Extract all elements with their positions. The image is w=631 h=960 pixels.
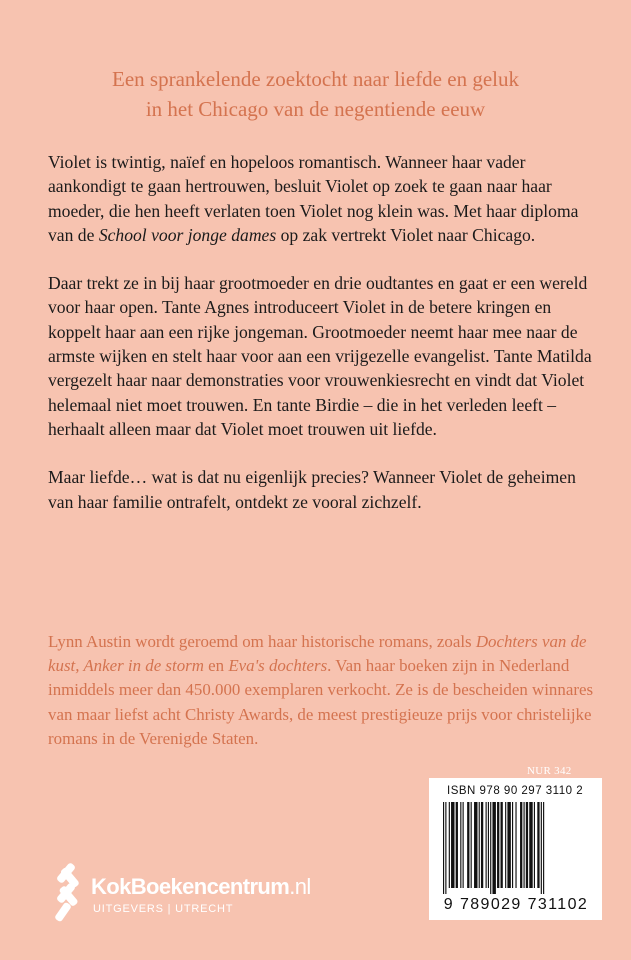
- school-title: School voor jonge dames: [98, 224, 277, 245]
- barcode-bar: [463, 802, 464, 888]
- barcode-bar: [534, 802, 535, 888]
- bio-book-titles-1: Dochters van de kust, Anker in de storm: [48, 632, 587, 676]
- barcode-bar: [543, 802, 544, 894]
- publisher-name-bold: KokBoekencentrum: [91, 874, 290, 899]
- synopsis-paragraph-2: Daar trekt ze in bij haar grootmoeder en drie oudtantes en gaat er een wereld voor haar open. Tante Agnes introduceert Violet in de betere kringen en koppelt haar aan een rijke jongeman. Grootmoeder neemt haar mee naar de armste wijken en stelt haar voor aan een vrijgezelle evangelist. Tante Matilda vergezelt haar naar demonstraties voor vrouwenkiesrecht en vindt dat Violet helemaal niet moet trouwen. En tante Birdie – die in het verleden leeft – herhaalt alleen maar dat Violet moet trouwen uit liefde.: [48, 273, 592, 439]
- author-bio: [48, 630, 598, 751]
- publisher-name: [91, 874, 311, 900]
- barcode-bar: [529, 802, 532, 888]
- barcode-bar: [449, 802, 450, 888]
- barcode-bar: [541, 802, 542, 894]
- barcode-bar: [507, 802, 510, 888]
- tagline-line-2: in het Chicago van de negentiende eeuw: [145, 97, 486, 121]
- barcode-bar: [520, 802, 522, 888]
- barcode-bar: [445, 802, 446, 894]
- barcode-bar: [474, 802, 477, 888]
- synopsis-paragraph-1: [48, 150, 596, 247]
- barcode-bar: [451, 802, 454, 888]
- barcode-bar: [471, 802, 472, 888]
- synopsis-p1-end: op zak vertrekt Violet naar Chicago.: [276, 224, 536, 245]
- barcode-bar: [490, 802, 491, 894]
- barcode-bar: [488, 802, 489, 888]
- bio-text-2: en: [203, 656, 229, 676]
- barcode-bar: [497, 802, 499, 888]
- nur-code: NUR 342: [527, 765, 572, 777]
- barcode-bar: [467, 802, 469, 888]
- synopsis-paragraph-3: Maar liefde… wat is dat nu eigenlijk precies? Wanneer Violet de geheimen van haar familie ontrafelt, ontdekt ze vooral zichzelf.: [48, 467, 576, 512]
- barcode-bar: [456, 802, 458, 888]
- synopsis-p1-start: Violet is twintig, naïef en hopeloos romantisch. Wanneer haar vader aankondigt te gaan hertrouwen, besluit Violet op zoek te gaan naar haar moeder, die hen heeft verlaten toen Violet nog klein was. Met haar diploma van de: [48, 152, 579, 245]
- tagline-line-1: Een sprankelende zoektocht naar liefde en geluk: [112, 67, 519, 91]
- publisher-name-suffix: .nl: [289, 874, 311, 899]
- synopsis: [48, 150, 596, 514]
- barcode-bar: [505, 802, 506, 888]
- barcode-bar: [515, 802, 516, 888]
- barcode-bar: [481, 802, 483, 888]
- barcode-bar: [512, 802, 513, 888]
- bio-text-3: . Van haar boeken zijn in Nederland inmiddels meer dan 450.000 exemplaren verkocht. Ze is de bescheiden winnares van maar liefst acht Christy Awards, de meest prestigieuze prijs voor christelijke romans in de Verenigde Staten.: [48, 656, 594, 748]
- publisher-subtitle: UITGEVERS | UTRECHT: [93, 903, 234, 915]
- bio-text-1: Lynn Austin wordt geroemd om haar historische romans, zoals: [48, 632, 476, 651]
- bio-book-title-2: Eva's dochters: [228, 656, 328, 676]
- isbn-label: ISBN 978 90 297 3110 2: [447, 785, 584, 797]
- publisher-logo: [47, 860, 367, 930]
- barcode-bar: [479, 802, 480, 888]
- barcode-bar: [460, 802, 461, 888]
- barcode-panel: [429, 778, 602, 920]
- barcode-bar: [526, 802, 528, 888]
- barcode-bar: [524, 802, 525, 888]
- barcode-bar: [486, 802, 487, 888]
- barcode-bar: [492, 802, 495, 894]
- barcode-bar: [443, 802, 444, 894]
- barcode-bar: [537, 802, 539, 888]
- tagline: [0, 64, 631, 124]
- barcode-bars: [439, 802, 589, 894]
- publisher-mark-icon: [47, 860, 87, 926]
- barcode-digits: 9 789029 731102: [443, 896, 589, 913]
- barcode-bar: [501, 802, 503, 888]
